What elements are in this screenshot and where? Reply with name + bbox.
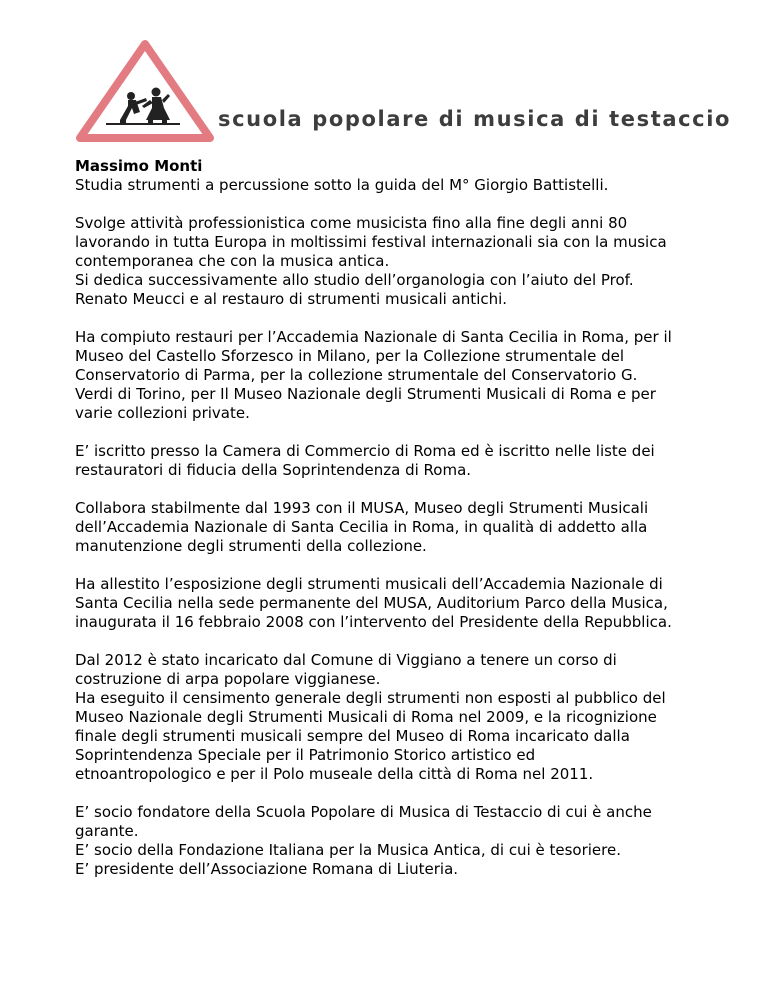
paragraph-musa (75, 499, 705, 556)
text-line: Collabora stabilmente dal 1993 con il MUSA, Museo degli Strumenti Musicali (75, 499, 649, 517)
person-name: Massimo Monti (75, 157, 203, 175)
text-line: costruzione di arpa popolare viggianese. (75, 670, 381, 688)
text-line: Ha eseguito il censimento generale degli strumenti non esposti al pubblico del (75, 689, 666, 707)
text-line: Studia strumenti a percussione sotto la guida del M° Giorgio Battistelli. (75, 176, 609, 194)
paragraph-exhibition (75, 575, 705, 632)
text-line: Soprintendenza Speciale per il Patrimonio Storico artistico ed (75, 746, 536, 764)
text-line: varie collezioni private. (75, 404, 250, 422)
text-line: contemporanea che con la musica antica. (75, 252, 390, 270)
warning-triangle-musicians-icon (76, 40, 214, 142)
text-line: lavorando in tutta Europa in moltissimi festival internazionali sia con la musica (75, 233, 667, 251)
text-line: Ha compiuto restauri per l’Accademia Nazionale di Santa Cecilia in Roma, per il (75, 328, 672, 346)
text-line: garante. (75, 822, 139, 840)
text-line: Dal 2012 è stato incaricato dal Comune di Viggiano a tenere un corso di (75, 651, 617, 669)
text-line: manutenzione degli strumenti della collezione. (75, 537, 427, 555)
text-line: Svolge attività professionistica come musicista fino alla fine degli anni 80 (75, 214, 628, 232)
biography (75, 157, 705, 898)
paragraph-registration (75, 442, 705, 480)
header (0, 0, 768, 150)
text-line: restauratori di fiducia della Soprintendenza di Roma. (75, 461, 472, 479)
text-line: inaugurata il 16 febbraio 2008 con l’intervento del Presidente della Repubblica. (75, 613, 672, 631)
text-line: dell’Accademia Nazionale di Santa Cecilia in Roma, in qualità di addetto alla (75, 518, 648, 536)
paragraph-memberships (75, 803, 705, 879)
text-line: E’ iscritto presso la Camera di Commercio di Roma ed è iscritto nelle liste dei (75, 442, 655, 460)
text-line: Verdi di Torino, per Il Museo Nazionale degli Strumenti Musicali di Roma e per (75, 385, 656, 403)
paragraph-viggiano (75, 651, 705, 784)
text-line: Si dedica successivamente allo studio dell’organologia con l’aiuto del Prof. (75, 271, 634, 289)
text-line: etnoantropologico e per il Polo museale della città di Roma nel 2011. (75, 765, 594, 783)
text-line: Conservatorio di Parma, per la collezione strumentale del Conservatorio G. (75, 366, 638, 384)
text-line: Santa Cecilia nella sede permanente del MUSA, Auditorium Parco della Musica, (75, 594, 668, 612)
text-line: E’ presidente dell’Associazione Romana di Liuteria. (75, 860, 459, 878)
text-line: E’ socio fondatore della Scuola Popolare di Musica di Testaccio di cui è anche (75, 803, 652, 821)
school-name: scuola popolare di musica di testaccio (218, 107, 732, 131)
text-line: Museo Nazionale degli Strumenti Musicali di Roma nel 2009, e la ricognizione (75, 708, 657, 726)
paragraph-restorations (75, 328, 705, 423)
text-line: Ha allestito l’esposizione degli strumenti musicali dell’Accademia Nazionale di (75, 575, 663, 593)
text-line: finale degli strumenti musicali sempre del Museo di Roma incaricato dalla (75, 727, 630, 745)
text-line: E’ socio della Fondazione Italiana per la Musica Antica, di cui è tesoriere. (75, 841, 621, 859)
text-line: Renato Meucci e al restauro di strumenti musicali antichi. (75, 290, 508, 308)
paragraph-career (75, 214, 705, 309)
text-line: Museo del Castello Sforzesco in Milano, per la Collezione strumentale del (75, 347, 625, 365)
paragraph-intro (75, 157, 705, 195)
